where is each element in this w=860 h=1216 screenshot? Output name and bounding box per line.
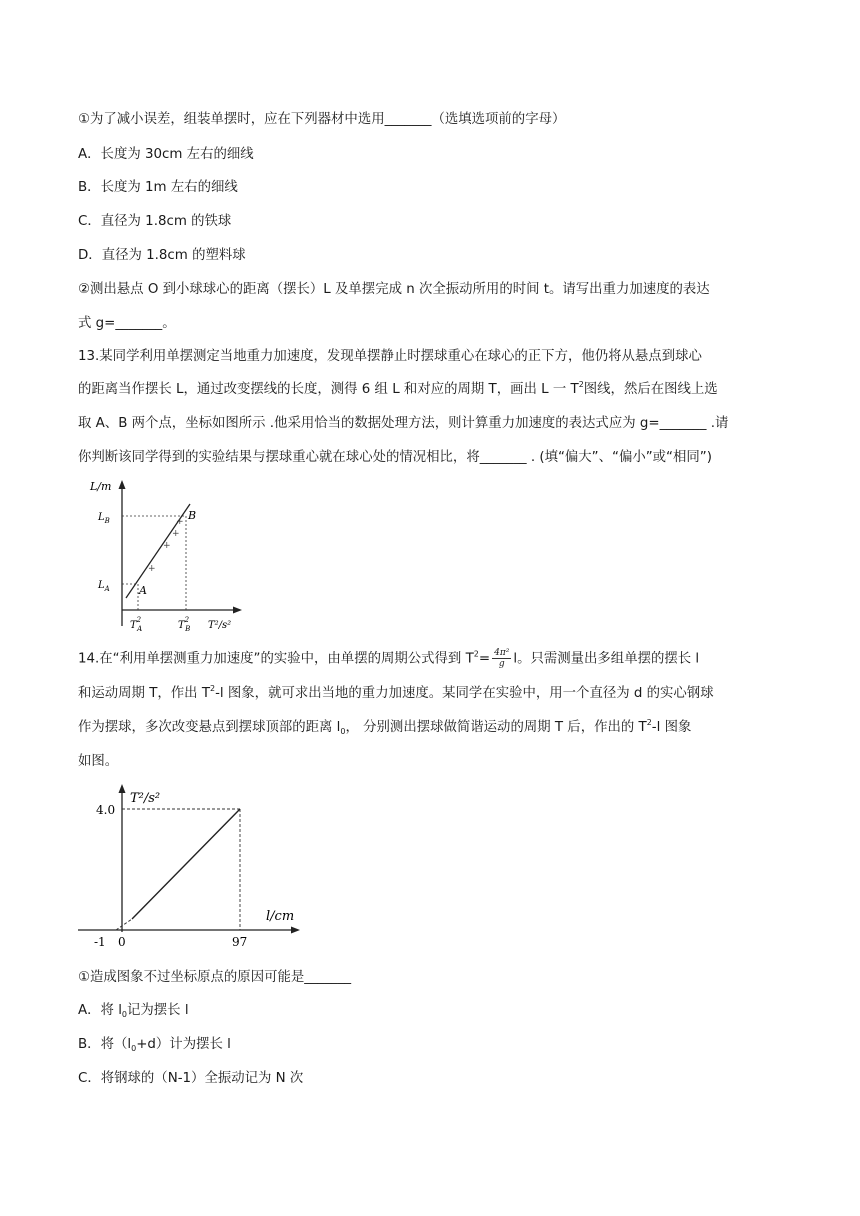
q14-line4: 如图。 — [78, 754, 119, 769]
q13-data-mark: + — [176, 517, 184, 527]
q13-line2: 的距离当作摆长 L，通过改变摆线的长度，测得 6 组 L 和对应的周期 T，画出 L 一 $T^2$图线，然后在图线上选 — [78, 380, 718, 397]
q13-y-arrow — [119, 480, 126, 489]
q14-y-arrow — [119, 784, 126, 793]
q12-option-a: A．长度为 30cm 左右的细线 — [78, 147, 254, 162]
q14-graph — [70, 782, 310, 954]
q12-option-b: B．长度为 1m 左右的细线 — [78, 180, 238, 195]
q14-x-arrow — [291, 927, 300, 934]
q13-line3: 取 A、B 两个点，坐标如图所示 .他采用恰当的数据处理方法，则计算重力加速度的表达式应为 g=_______ .请 — [78, 416, 729, 431]
q13-label-ta: $T^2$ A — [130, 616, 143, 633]
q13-data-mark: + — [172, 529, 180, 539]
q13-line4: 你判断该同学得到的实验结果与摆球重心就在球心处的情况相比，将_______ . (填“偏大”、“偏小”或“相同”) — [78, 450, 712, 465]
q13-point-a: A — [139, 584, 147, 597]
q13-y-axis-label: L/m — [90, 480, 112, 493]
q13-line1: 13.某同学利用单摆测定当地重力加速度，发现单摆静止时摆球重心在球心的正下方，他仍将从悬点到球心 — [78, 349, 702, 364]
q14-line3: 作为摆球，多次改变悬点到摆球顶部的距离 $l_0$， 分别测出摆球做简谐运动的周期 T 后，作出的 $T^2-l$ 图象 — [78, 718, 692, 736]
q12-option-c: C．直径为 1.8cm 的铁球 — [78, 214, 232, 229]
q12-part1: ①为了减小误差，组装单摆时，应在下列器材中选用_______（选填选项前的字母） — [78, 112, 566, 127]
q13-graph — [86, 476, 256, 638]
q13-data-mark: + — [148, 564, 156, 574]
q12-part2-line1: ②测出悬点 O 到小球球心的距离（摆长）L 及单摆完成 n 次全振动所用的时间 t。请写出重力加速度的表达 — [78, 282, 710, 297]
q14-option-b: B．将$(l_0+d)$计为摆长 l — [78, 1037, 231, 1053]
q12-part2-line2: 式 g=_______。 — [78, 316, 176, 331]
q14-y-tick-label: 4.0 — [96, 803, 116, 817]
q13-point-b: B — [188, 509, 197, 522]
q14-line2: 和运动周期 T，作出 $T^2-l$ 图象，就可求出当地的重力加速度。某同学在实验中，用一个直径为 d 的实心钢球 — [78, 684, 714, 701]
q12-option-d: D．直径为 1.8cm 的塑料球 — [78, 248, 246, 263]
q14-x-axis-label: l/cm — [266, 909, 295, 924]
q14-y-axis-label: T²/s² — [130, 791, 161, 806]
q14-x-tick-zero: 0 — [118, 935, 126, 949]
q14-option-c: C．将钢球的（N-1）全振动记为 N 次 — [78, 1071, 304, 1086]
q14-data-line — [132, 809, 240, 919]
q14-question1: ①造成图象不过坐标原点的原因可能是_______ — [78, 970, 352, 985]
q13-label-la: $L_A$ — [98, 580, 110, 593]
q13-label-lb: $L_B$ — [98, 512, 110, 525]
q14-period-fraction: $\frac{\text{4π²}}{g}$ — [494, 648, 510, 669]
q14-x-tick-neg: -1 — [94, 935, 106, 949]
q13-x-arrow — [233, 607, 242, 614]
q13-label-tb: $T^2$ B — [178, 616, 191, 633]
q13-data-mark: + — [163, 541, 171, 551]
q14-option-a: A．将 $l_0$记为摆长 l — [78, 1003, 189, 1019]
q14-extrapolation-line — [116, 919, 132, 930]
q13-x-axis-label: T²/s² — [208, 620, 232, 631]
q14-x-tick-97: 97 — [232, 935, 248, 949]
q14-line1: 14.在“利用单摆测重力加速度”的实验中，由单摆的周期公式得到 $T^2=$ $\frac{\text{4π²}}{g}$ l。只需测量出多组单摆的摆长 l — [78, 648, 700, 669]
